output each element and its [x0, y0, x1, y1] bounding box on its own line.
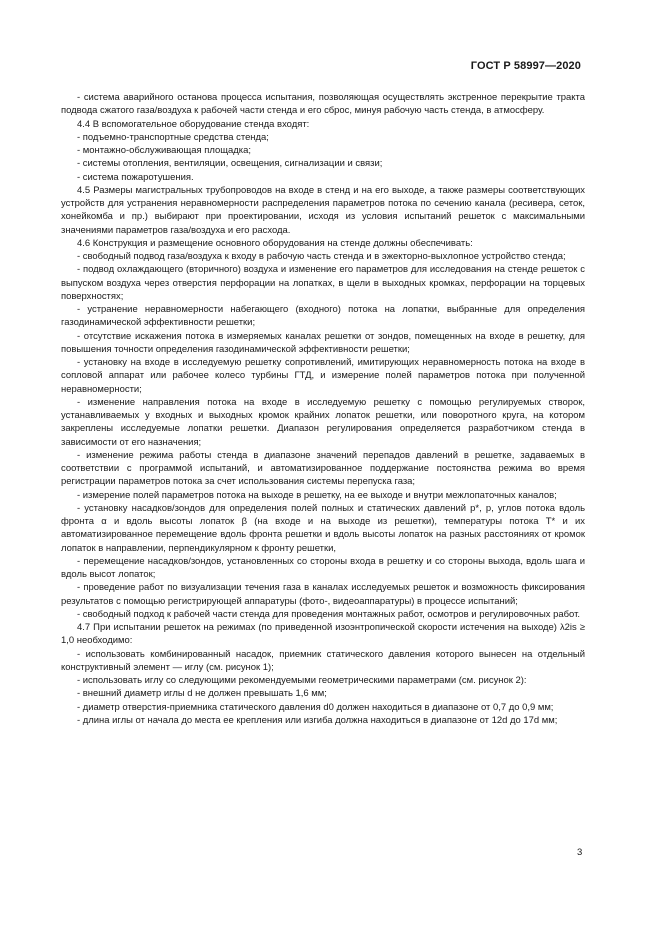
document-body	[61, 91, 585, 727]
list-item: - изменение режима работы стенда в диапазоне значений перепадов давлений в решетке, задаваемых в соответствии с программой испытаний, и автоматизированное поддержание постоянства режима во время регистрации параметров потока за счет использования системы перепуска газа;	[61, 449, 585, 488]
list-item: - установку на входе в исследуемую решетку сопротивлений, имитирующих неравномерность потока на входе в сопловой аппарат или рабочее колесо турбины ГТД, и измерение полей параметров потока при полученной неравномерности;	[61, 357, 585, 395]
page-number: 3	[577, 847, 583, 858]
list-item: - установку насадков/зондов для определения полей полных и статических давлений p*, p, углов потока вдоль фронта α и вдоль высоты лопаток β (на входе и на выходе из решетки), температуры потока T* и их автоматизированное перемещение вдоль фронта решетки и вдоль высоты лопаток на разных расстояниях от кромок лопаток в направлении, перпендикулярном к фронту решетки,	[61, 502, 585, 554]
list-item: - свободный подвод газа/воздуха к входу в рабочую часть стенда и в эжекторно-выхлопное устройство стенда;	[77, 251, 566, 262]
list-item: - монтажно-обслуживающая площадка;	[77, 145, 251, 156]
section-4-7: 4.7 При испытании решеток на режимах (по приведенной изоэнтропической скорости истечения на выходе) λ2is ≥ 1,0 необходимо:	[61, 622, 585, 647]
list-item: - система пожаротушения.	[77, 171, 194, 183]
list-item: - измерение полей параметров потока на выходе в решетку, на ее выходе и внутри межлопаточных каналов;	[77, 489, 557, 501]
section-4-4: 4.4 В вспомогательное оборудование стенда входят:	[77, 118, 310, 130]
list-item: - подвод охлаждающего (вторичного) воздуха и изменение его параметров для исследования на стенде решеток с выпуском воздуха через отверстия перфорации на лопатках, в щели в выходных кромках, перфорации на торцевых поверхностях;	[61, 264, 585, 302]
standard-number: ГОСТ Р 58997—2020	[470, 60, 581, 72]
paragraph: - система аварийного останова процесса испытания, позволяющая осуществлять экстренное перекрытие тракта подвода сжатого газа/воздуха к рабочей части стенда и его сброс, минуя рабочую часть стенда, в атмосферу.	[61, 92, 585, 117]
list-item: - диаметр отверстия-приемника статического давления d0 должен находиться в диапазоне от 0,7 до 0,9 мм;	[77, 701, 554, 713]
list-item: - внешний диаметр иглы d не должен превышать 1,6 мм;	[77, 688, 327, 700]
list-item: - подъемно-транспортные средства стенда;	[77, 131, 269, 143]
document-header	[471, 60, 581, 72]
list-item: - перемещение насадков/зондов, установленных со стороны входа в решетку и со стороны выхода, вдоль шага и вдоль высот лопаток;	[61, 555, 585, 580]
list-item: - длина иглы от начала до места ее крепления или изгиба должна находиться в диапазоне от 12d до 17d мм;	[77, 714, 558, 726]
section-4-6: 4.6 Конструкция и размещение основного оборудования на стенде должны обеспечивать:	[77, 237, 473, 249]
list-item: - использовать комбинированный насадок, приемник статического давления которого вынесен на отдельный конструктивный элемент — иглу (см. рисунок 1);	[61, 648, 585, 673]
list-item: - отсутствие искажения потока в измеряемых каналах решетки от зондов, помещенных на входе в решетку, для повышения точности определения газодинамической эффективности решетки;	[61, 330, 585, 355]
list-item: - использовать иглу со следующими рекомендуемыми геометрическими параметрами (см. рисунок 2):	[77, 675, 527, 686]
list-item: - устранение неравномерности набегающего (входного) потока на лопатки, выбранные для определения газодинамической эффективности решетки;	[61, 304, 585, 329]
list-item: - изменение направления потока на входе в исследуемую решетку с помощью регулируемых створок, устанавливаемых у входных и выходных кромок крайних лопаток решетки, или поворотного круга, на котором закреплены исследуемые лопатки решетки. Диапазон регулирования определяется разработчиком стенда в зависимости от его назначения;	[61, 396, 585, 448]
section-4-5: 4.5 Размеры магистральных трубопроводов на входе в стенд и на его выходе, а также размеры соответствующих устройств для устранения неравномерности распределения параметров потока по сечению канала (ресивера, сеток, хонейкомба и пр.) выбирают при проектировании, исходя из условия испытаний решеток с максимальными значениями параметров газа/воздуха и его расхода.	[61, 184, 585, 236]
list-item: - проведение работ по визуализации течения газа в каналах исследуемых решеток и возможность фиксирования результатов с помощью регистрирующей аппаратуры (фото-, видеоаппаратуры) в процессе испытаний;	[61, 582, 585, 607]
list-item: - системы отопления, вентиляции, освещения, сигнализации и связи;	[77, 158, 383, 170]
list-item: - свободный подход к рабочей части стенда для проведения монтажных работ, осмотров и регулировочных работ.	[77, 608, 580, 620]
